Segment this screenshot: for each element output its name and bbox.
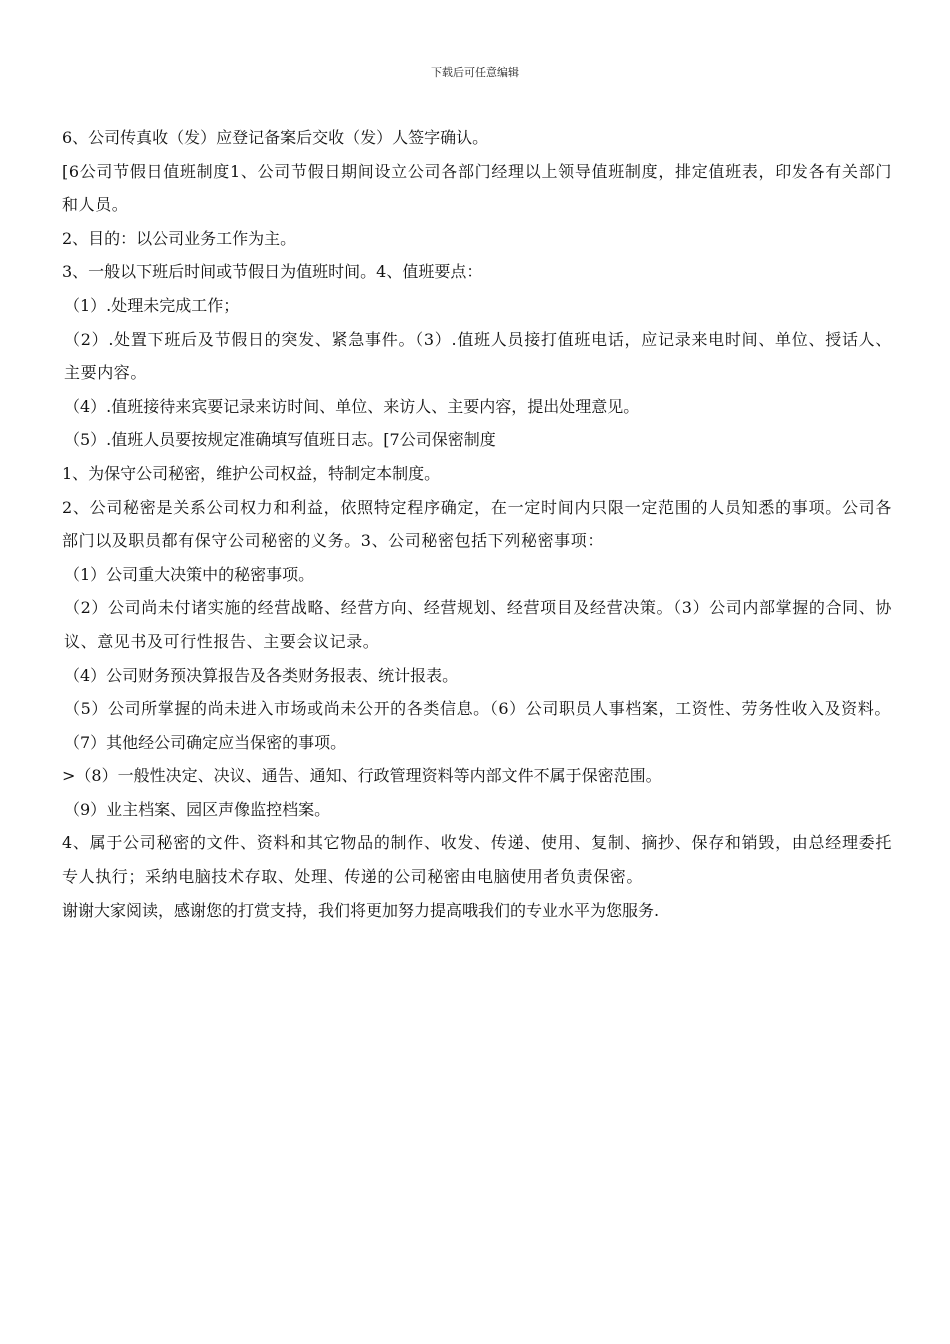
paragraph-secret-item-1: （1）公司重大决策中的秘密事项。: [64, 564, 315, 584]
paragraph-secrecy-4: 4、属于公司秘密的文件、资料和其它物品的制作、收发、传递、使用、复制、摘抄、保存和销毁，由总经理委托专人执行；采纳电脑技术存取、处理、传递的公司秘密由电脑使用者负责保密。: [62, 833, 892, 887]
paragraph-thanks: 谢谢大家阅读，感谢您的打赏支持，我们将更加努力提高哦我们的专业水平为您服务.: [62, 900, 660, 920]
document-body: [62, 121, 892, 927]
paragraph-secrecy-2-3: 2、公司秘密是关系公司权力和利益，依照特定程序确定，在一定时间内只限一定范围的人员知悉的事项。公司各部门以及职员都有保守公司秘密的义务。3、公司秘密包括下列秘密事项：: [62, 497, 892, 551]
paragraph-secret-item-5-6: （5）公司所掌握的尚未进入市场或尚未公开的各类信息。（6）公司职员人事档案，工资性、劳务性收入及资料。: [64, 699, 891, 719]
paragraph-duty-point-2-3: （2）.处置下班后及节假日的突发、紧急事件。（3）.值班人员接打值班电话，应记录来电时间、单位、授话人、主要内容。: [64, 329, 892, 383]
paragraph-secrecy-1: 1、为保守公司秘密，维护公司权益，特制定本制度。: [62, 463, 441, 483]
paragraph-duty-point-4: （4）.值班接待来宾要记录来访时间、单位、来访人、主要内容，提出处理意见。: [64, 396, 640, 416]
paragraph-purpose: 2、目的：以公司业务工作为主。: [62, 228, 297, 248]
paragraph-holiday-duty: [6公司节假日值班制度1、公司节假日期间设立公司各部门经理以上领导值班制度，排定值班表，印发各有关部门和人员。: [62, 161, 892, 215]
paragraph-secret-item-4: （4）公司财务预决算报告及各类财务报表、统计报表。: [64, 665, 459, 685]
paragraph-secret-item-2-3: （2）公司尚未付诸实施的经营战略、经营方向、经营规划、经营项目及经营决策。（3）公司内部掌握的合同、协议、意见书及可行性报告、主要会议记录。: [64, 598, 892, 651]
paragraph-duty-point-5: （5）.值班人员要按规定准确填写值班日志。[7公司保密制度: [64, 430, 496, 450]
paragraph-fax-rule: 6、公司传真收（发）应登记备案后交收（发）人签字确认。: [62, 128, 489, 147]
paragraph-secret-item-8: >（8）一般性决定、决议、通告、通知、行政管理资料等内部文件不属于保密范围。: [62, 766, 662, 786]
paragraph-secret-item-9: （9）业主档案、园区声像监控档案。: [64, 799, 331, 819]
paragraph-duty-point-1: （1）.处理未完成工作；: [64, 295, 240, 315]
paragraph-duty-time: 3、一般以下班后时间或节假日为值班时间。4、值班要点：: [62, 262, 483, 282]
paragraph-secret-item-7: （7）其他经公司确定应当保密的事项。: [64, 732, 347, 752]
page-header: 下载后可任意编辑: [431, 66, 519, 79]
